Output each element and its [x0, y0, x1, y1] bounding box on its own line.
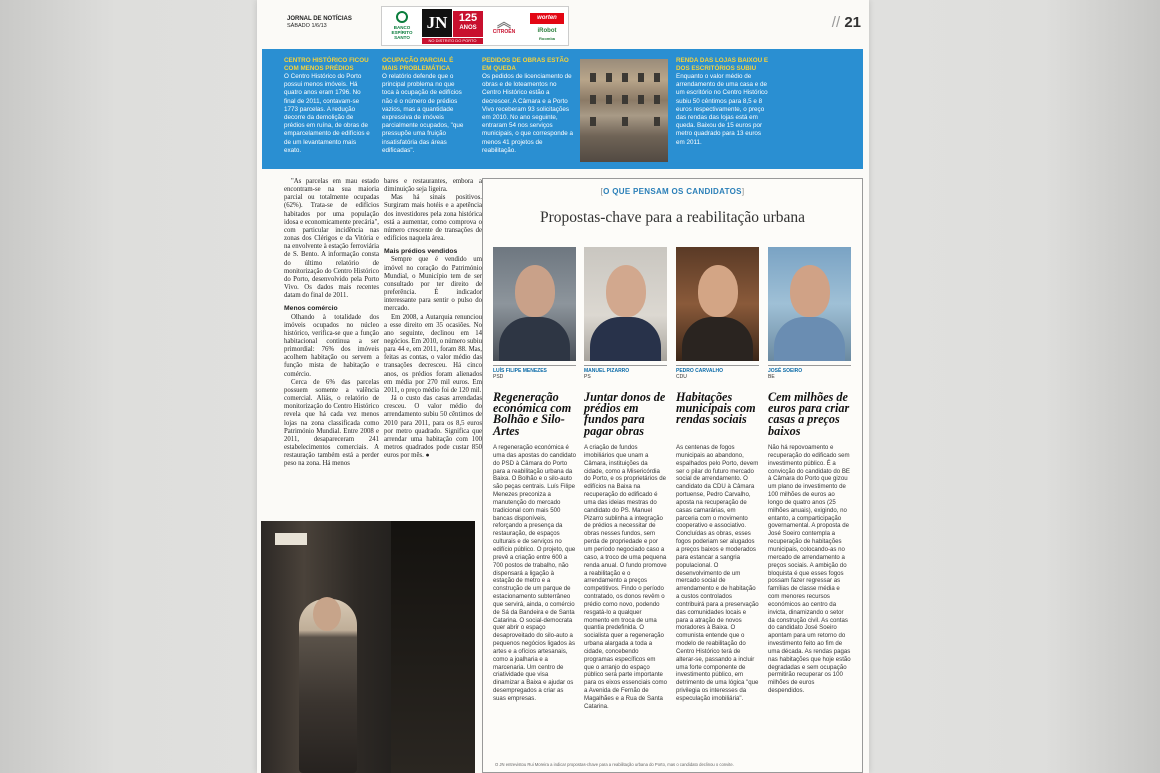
candidate-card [676, 247, 759, 703]
fact-text: Enquanto o valor médio de arrendamento de uma casa e de um escritório no Centro Histórico subiu 50 cêntimos para 8,5 e 8 euros respectivamente, o preço das rendas das lojas está em queda. Baixou de 15 euros por metro quadrado para 13 euros em 2011. [676, 73, 768, 146]
issue-date: SÁBADO 1/6/13 [287, 23, 327, 29]
masthead-info [287, 16, 352, 30]
candidates-box [482, 178, 863, 773]
bes-logo-icon [396, 11, 408, 23]
paper-name: JORNAL DE NOTÍCIAS [287, 16, 352, 22]
article-column-2 [384, 178, 482, 460]
article-paragraph: Cerca de 6% das parcelas possuem somente a valência comercial. Aliás, o relatório de monitorização do Centro Histórico revela que há cada vez menos lojas na zona classificada como Património Mundial. Entre 2008 e 2011, desapareceram 241 estabelecimentos comerciais. A restauração também está a perder peso na zona. Há menos [284, 378, 379, 468]
candidate-headline: Cem milhões de euros para criar casas a preços baixos [768, 390, 850, 438]
jn-logo: JN [422, 9, 452, 37]
fact-text: O relatório defende que o principal problema no que toca à ocupação de edifícios não é o número de prédios vazios, mas a quantidade expressiva de imóveis parcialmente ocupados, "que pressupõe uma fruição insatisfatória das áreas edificadas". [382, 73, 464, 154]
fact-title: PEDIDOS DE OBRAS ESTÃO EM QUEDA [482, 57, 569, 72]
anniversary-number: 125 [458, 12, 478, 24]
building-photo [580, 59, 668, 162]
candidates-caption: O JN entrevistou Rui Moreira a indicar propostas-chave para a reabilitação urbana do Porto, mas o candidato declinou o convite. [495, 762, 734, 767]
candidate-portrait [584, 247, 667, 361]
article-column-1 [284, 178, 379, 468]
kicker-text: O QUE PENSAM OS CANDIDATOS [603, 187, 742, 196]
irobot-sponsor [530, 28, 564, 42]
candidate-name: MANUEL PIZARRO [584, 365, 667, 374]
candidate-name: JOSÉ SOEIRO [768, 365, 851, 374]
candidate-headline: Juntar donos de prédios em fundos para pagar obras [584, 390, 666, 438]
candidate-text: A regeneração económica é uma das apostas do candidato do PSD à Câmara do Porto para a reabilitação urbana da Baixa. O Bolhão e o silo-auto são peças centrais. Luís Filipe Menezes preconiza a manutenção do mercado tradicional com mais 500 bancas disponíveis, reforçando a presença da restauração, de espaços culturais e de serviços no edifício público. O projeto, que prevê a criação entre 600 a 700 postos de trabalho, não dispensará a ligação à estação de metro e a construção de um parque de estacionamento subterrâneo que servirá, ainda, o comércio de Sá da Bandeira e de Santa Catarina. O social-democrata quer abrir o espaço desaproveitado do silo-auto a pequenos negócios ligados às artes e a ofícios artesanais, como a joalharia e a marcenaria. Um centro de criatividade que visa dinamizar a Baixa e ajudar os desempregados a criar as suas empresas. [493, 444, 577, 702]
newspaper-page [257, 0, 869, 773]
article-paragraph: Em 2008, a Autarquia renunciou a esse direito em 35 ocasiões. No ano seguinte, declinou em 14 negócios. Em 2010, o número subiu para 44 e, em 2011, foram 88. Mas, feitas as contas, o valor médio das transações decresceu. Há cinco anos, os prédios foram alienados em média por 270 mil euros. Em 2011, o preço médio foi de 120 mil. [384, 313, 482, 394]
fact-title: CENTRO HISTÓRICO FICOU COM MENOS PRÉDIOS [284, 57, 369, 72]
article-subheading: Menos comércio [284, 305, 338, 313]
candidate-card [768, 247, 851, 695]
candidate-text: As centenas de fogos municipais ao abandono, espalhados pelo Porto, devem ser o pilar do futuro mercado social de arrendamento. O candidato da CDU à Câmara portuense, Pedro Carvalho, aposta na recuperação de casas camarárias, em parceria com o movimento cooperativo e associativo. Concluídas as obras, esses fogos poderiam ser alugados a preços baixos e moderados para estancar a sangria populacional. O desenvolvimento de um mercado social de arrendamento e de habitação a custos controlados contribuirá para a preservação das comunidades locais e para a atração de novos moradores à Baixa. O comunista entende que o modelo de reabilitação do Centro Histórico terá de alterar-se, passando a incluir uma forte componente de investimento público, em detrimento de uma lógica "que privilegia os interesses da especulação imobiliária". [676, 444, 759, 702]
candidates-kicker: [O QUE PENSAM OS CANDIDATOS] [600, 187, 745, 196]
fact-title: RENDA DAS LOJAS BAIXOU E DOS ESCRITÓRIOS SUBIU [676, 57, 769, 72]
article-paragraph: Olhando à totalidade dos imóveis ocupados no núcleo histórico, verifica-se que a função habitacional continua a ser primordial: 76% dos imóveis acolhem habitação ou servem a função mista de habitação e comércio. [284, 313, 379, 378]
fact-title: OCUPAÇÃO PARCIAL É MAIS PROBLEMÁTICA [382, 57, 454, 72]
citroen-sponsor [488, 15, 520, 35]
candidate-text: A criação de fundos imobiliários que unam a Câmara, instituições da cidade, como a Misericórdia do Porto, e os proprietários de edifícios na Baixa na recuperação do edificado é uma das ideias mestras do candidato do PS. Manuel Pizarro sublinha a integração de prédios a necessitar de obras nesses fundos, sem perda de propriedade e por um período negociado caso a caso, a troco de uma pequena renda anual. O fundo promove a reabilitação e o arrendamento a preços competitivos. Findo o período contratado, os donos revêm o prédio como novo, podendo resgatá-lo a qualquer momento em troca de uma quantia predefinida. O socialista quer a regeneração urbana alargada a toda a cidade, concebendo programas específicos em que o arranjo do espaço público será parte importante para os eixos essenciais como a Avenida de Fernão de Magalhães e a Rua de Santa Catarina. [584, 444, 667, 710]
article-subheading: Mais prédios vendidos [384, 248, 458, 256]
facts-band [262, 49, 863, 169]
candidate-card [584, 247, 667, 711]
citroen-chevron-icon: ︽ [497, 14, 511, 30]
bes-label: BANCO ESPÍRITO SANTO [391, 25, 413, 40]
candidate-text: Não há repovoamento e recuperação do edificado sem investimento público. É a convicção do candidato do BE à Câmara do Porto que gizou um plano de investimento de 100 milhões de euros ao longo de quatro anos (25 milhões anuais), exigindo, no entanto, a comparticipação governamental. A proposta de José Soeiro contempla a recuperação de habitações municipais, colocando-as no mercado de arrendamento a preços sociais. A ambição do bloquista é que esses fogos possam fazer regressar as famílias de classe média e com menores recursos económicos ao centro da invicta, dinamizando o setor da construção civil. As contas do candidato José Soeiro apontam para um retorno do investimento feito ao fim de uma década. As rendas pagas nas habitações que hoje estão degradadas e sem ocupação permitirão recuperar os 100 milhões de euros despendidos. [768, 444, 851, 695]
anniversary-badge [453, 11, 483, 37]
worten-sponsor: worten [530, 13, 564, 24]
anniversary-word: ANOS [459, 25, 477, 31]
candidate-party: CDU [676, 374, 687, 380]
candidate-headline: Regeneração económica com Bolhão e Silo-Artes [493, 390, 572, 438]
fact-text: O Centro Histórico do Porto possui menos imóveis. Há quatro anos eram 1796. No final de 2011, contavam-se 1773 parcelas. A redução decorre da demolição de prédios em ruína, de obras de emparcelamento de edifícios e de um levantamento mais exato. [284, 73, 370, 154]
candidate-portrait [676, 247, 759, 361]
candidates-title: Propostas-chave para a reabilitação urbana [539, 209, 806, 226]
candidate-party: PS [584, 374, 591, 380]
article-paragraph: "As parcelas em mau estado encontram-se na sua maioria parcial ou totalmente ocupadas (62%). Trata-se de edifícios habitados por uma população idosa e economicamente precária", com particular incidência nas zonas dos Clérigos e da Vitória e na envolvente à estação ferroviária de S. Bento. A informação consta do último relatório de monitorização do Centro Histórico do Porto, desenvolvido pela Porto Vivo. Os dados mais recentes datam do final de 2011. [284, 178, 379, 300]
fact-block-2 [382, 57, 468, 155]
article-paragraph: Sempre que é vendido um imóvel no coração do Património Mundial, o Município tem de ser consultado por ter direito de preferência. É indicador interessante para sentir o pulso do mercado. [384, 256, 482, 313]
candidate-name: LUÍS FILIPE MENEZES [493, 365, 576, 374]
candidate-portrait [493, 247, 576, 361]
article-paragraph: Mas há sinais positivos. Surgiram mais hotéis e a apetência dos investidores pela zona histórica está a aumentar, como comprova o número crescente de transações de edifícios naquela área. [384, 194, 482, 243]
irobot-sub: Roomba [539, 36, 555, 41]
fact-text: Os pedidos de licenciamento de obras e de loteamentos no Centro Histórico estão a decrescer. A Câmara e a Porto Vivo receberam 93 solicitações em 2010. No ano seguinte, entraram 54 nos serviços municipais, o que corresponde a menos 41 projetos de reabilitação. [482, 73, 574, 154]
fact-block-3 [482, 57, 574, 155]
fact-block-1 [284, 57, 372, 155]
candidate-name: PEDRO CARVALHO [676, 365, 759, 374]
candidate-portrait [768, 247, 851, 361]
page-prefix: // [831, 14, 841, 31]
irobot-label: iRobot [537, 28, 557, 34]
distrito-label: NO DISTRITO DO PORTO [422, 38, 483, 44]
page-number-value: 21 [844, 14, 861, 31]
sponsor-banner [381, 6, 569, 46]
article-paragraph: Já o custo das casas arrendadas cresceu. O valor médio do arrendamento subiu 50 cêntimos de 2010 para 2011, para os 8,5 euros por metro quadrado. Significa que arrendar uma habitação com 100 metros quadrados pode custar 850 euros por mês. ● [384, 395, 482, 460]
fact-block-4 [676, 57, 770, 147]
citroen-label: CITROËN [492, 29, 516, 35]
candidate-party: PSD [493, 374, 504, 380]
candidate-card [493, 247, 576, 703]
street-resident-photo [261, 521, 475, 773]
candidate-headline: Habitações municipais com rendas sociais [676, 390, 756, 427]
page-number [832, 14, 861, 31]
bes-sponsor [387, 11, 417, 40]
candidate-party: BE [768, 374, 775, 380]
article-paragraph: bares e restaurantes, embora a diminuição seja ligeira. [384, 178, 482, 194]
